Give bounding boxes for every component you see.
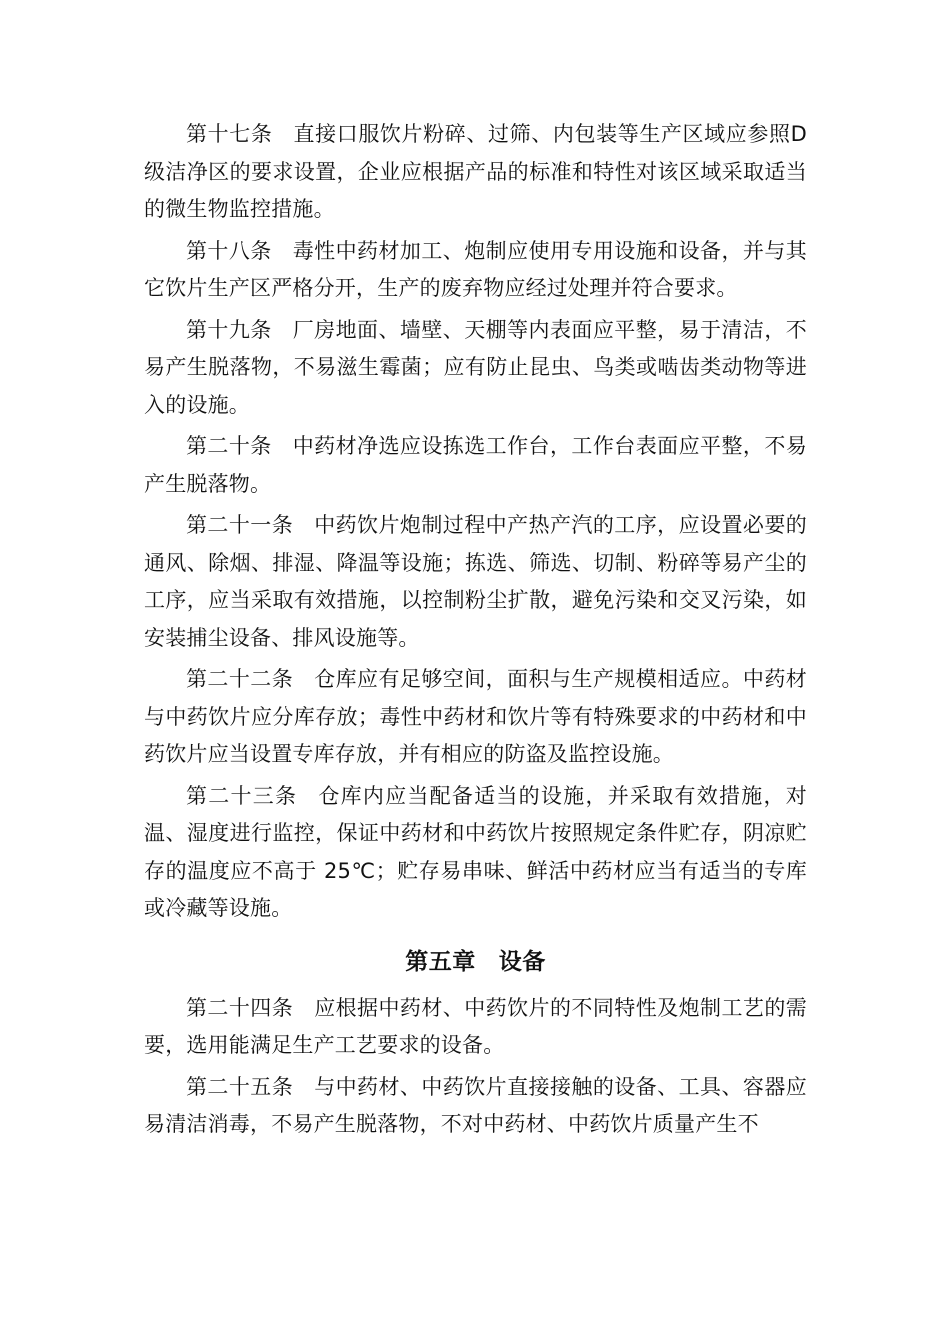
article-17 [144, 116, 807, 229]
article-21 [144, 507, 807, 657]
article-text: 中药饮片炮制过程中产热产汽的工序，应设置必要的通风、除烟、排湿、降温等设施；拣选、筛选、切制、粉碎等易产尘的工序，应当采取有效措施，以控制粉尘扩散，避免污染和交叉污染，如安装捕尘设备、排风设施等。 [144, 513, 807, 650]
article-22 [144, 661, 807, 774]
article-text: 与中药材、中药饮片直接接触的设备、工具、容器应易清洁消毒，不易产生脱落物，不对中药材、中药饮片质量产生不 [144, 1074, 807, 1136]
article-text: 毒性中药材加工、炮制应使用专用设施和设备，并与其它饮片生产区严格分开，生产的废弃物应经过处理并符合要求。 [144, 238, 807, 300]
article-number: 第二十五条 [186, 1074, 294, 1099]
article-text: 中药材净选应设拣选工作台，工作台表面应平整，不易产生脱落物。 [144, 434, 807, 496]
article-number: 第二十一条 [186, 513, 294, 537]
article-text: 仓库内应当配备适当的设施，并采取有效措施，对温、湿度进行监控，保证中药材和中药饮片按照规定条件贮存，阴凉贮存的温度应不高于 25℃；贮存易串味、鲜活中药材应当有适当的专库或冷藏等设施。 [144, 783, 807, 920]
article-number: 第二十四条 [186, 995, 294, 1020]
article-text: 仓库应有足够空间，面积与生产规模相适应。中药材与中药饮片应分库存放；毒性中药材和饮片等有特殊要求的中药材和中药饮片应当设置专库存放，并有相应的防盗及监控设施。 [144, 667, 807, 766]
chapter-heading [144, 942, 807, 982]
chapter-title: 设备 [498, 948, 546, 975]
document-body [144, 116, 807, 1148]
article-number: 第十九条 [186, 317, 272, 342]
article-number: 第十八条 [186, 238, 272, 263]
article-text: 直接口服饮片粉碎、过筛、内包装等生产区域应参照D级洁净区的要求设置，企业应根据产品的标准和特性对该区域采取适当的微生物监控措施。 [144, 122, 807, 221]
article-number: 第二十条 [186, 434, 272, 458]
article-20 [144, 428, 807, 503]
article-number: 第十七条 [186, 122, 273, 146]
article-text: 厂房地面、墙壁、天棚等内表面应平整，易于清洁，不易产生脱落物，不易滋生霉菌；应有防止昆虫、鸟类或啮齿类动物等进入的设施。 [144, 317, 807, 417]
article-18 [144, 233, 807, 308]
article-number: 第二十三条 [186, 783, 298, 808]
article-25 [144, 1069, 807, 1144]
article-number: 第二十二条 [186, 667, 294, 691]
chapter-number: 第五章 [405, 948, 476, 975]
article-text: 应根据中药材、中药饮片的不同特性及炮制工艺的需要，选用能满足生产工艺要求的设备。 [144, 995, 807, 1057]
article-19 [144, 312, 807, 425]
article-23 [144, 778, 807, 928]
article-24 [144, 990, 807, 1065]
